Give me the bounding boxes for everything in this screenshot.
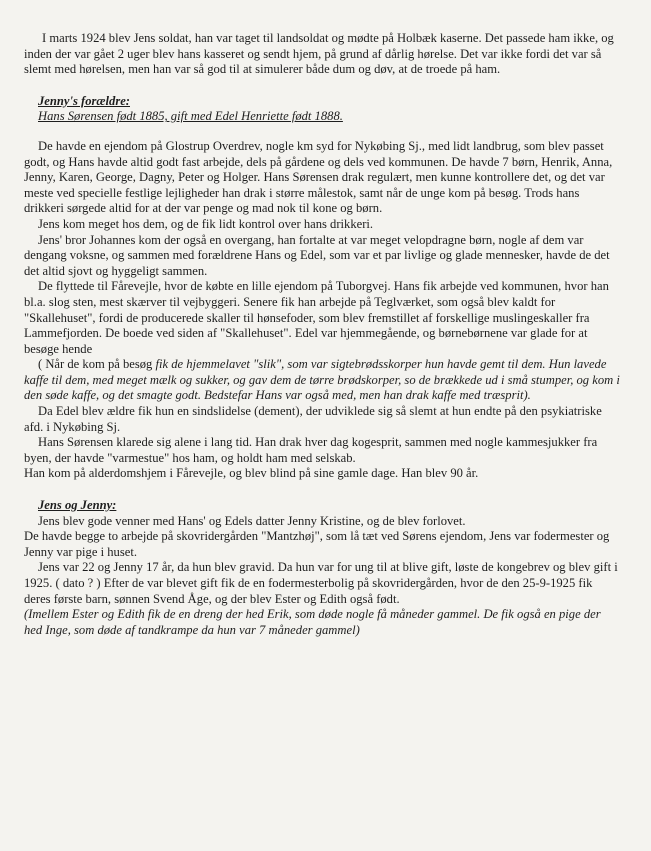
paragraph-dementia: Da Edel blev ældre fik hun en sindslidelse (dement), der udviklede sig så slemt at hun endte på den psykiatriske afd. i Nykøbing Sj. [24, 404, 602, 434]
paragraph-visit [24, 357, 621, 404]
paragraph-nursing-home: Han kom på alderdomshjem i Fårevejle, og blev blind på sine gamle dage. Han blev 90 år. [24, 466, 479, 481]
paragraph-farevejle: De flyttede til Fårevejle, hvor de købte en lille ejendom på Tuborgvej. Hans fik arbejde ved kommunen, hvor han bl.a. slog sten, mest skærver til vejbyggeri. Senere fik han arbejde på Teglværket, som også blev kaldt for "Skallehuset", fordi de producerede skaller til hønsefoder, som blev fremstillet af forskellige muslingeskaller fra Lammefjorden. De boede ved siden af "Skallehuset". Edel var hjemmegående, og børnebørnene var glade for at besøge hende [24, 279, 609, 356]
paragraph-control: Jens kom meget hos dem, og de fik lidt kontrol over hans drikkeri. [38, 216, 374, 231]
paragraph-alone: Hans Sørensen klarede sig alene i lang tid. Han drak hver dag kogesprit, sammen med nogle kammesjukker fra byen, der havde "varmestue" hos ham, og holdt ham med selskab. [24, 435, 598, 465]
section-heading-jens-jenny: Jens og Jenny: [38, 498, 117, 513]
paragraph-work: De havde begge to arbejde på skovridergården "Mantzhøj", som lå tæt ved Sørens ejendom, Jens var fodermester og Jenny var pige i huset. [24, 529, 610, 559]
paragraph-estate: De havde en ejendom på Glostrup Overdrev, nogle km syd for Nykøbing Sj., med lidt landbrug, som blev passet godt, og Hans havde altid godt fast arbejde, dels på gårdene og dels ved kommunen. De havde 7 børn, Henrik, Anna, Jenny, Karen, George, Dagny, Peter og Holger. Hans Sørensen drak regulært, men kunne kontrollere det, og det var meste ved specielle festlige lejligheder han drak i større målestok, samt når de unge kom på besøg. Trods hans drikkeri sørgede altid for at der var penge og mad nok til kone og børn. [24, 138, 613, 216]
visit-lead-text: ( Når de kom på besøg [38, 357, 156, 372]
visit-italic-text: fik de hjemmelavet "slik", som var sigtebrødsskorper hun havde gemt til dem. Hun lavede kaffe til dem, med meget mælk og sukker, og gav dem de tørre brødskorper, so de brækkede ud i små stumper, og kom i den søde kaffe, og det smagte godt. Bedstefar Hans var også med, men han drak kaffe med træsprit). [24, 357, 620, 403]
paragraph-johannes: Jens' bror Johannes kom der også en overgang, han fortalte at var meget velopdragne børn, nogle af dem var dengang voksne, og sammen med forældrene Hans og Edel, som var et par livlige og glade mennesker, havde de det det altid sjovt og hyggeligt sammen. [24, 232, 610, 278]
section-subheading-parents: Hans Sørensen født 1885, gift med Edel Henriette født 1888. [38, 109, 343, 124]
paragraph-engaged: Jens blev gode venner med Hans' og Edels datter Jenny Kristine, og de blev forlovet. [38, 513, 466, 528]
paragraph-soldier: I marts 1924 blev Jens soldat, han var taget til landsoldat og mødte på Holbæk kaserne. Det passede ham ikke, og inden der var gået 2 uger blev hans kasseret og sendt hjem, på grund af dårlig hørelse. Det var ikke fordi det var så slemt med hørelsen, men han var så god til at simulerer både dum og døv, at de troede på ham. [24, 31, 614, 77]
section-heading-parents: Jenny's forældre: [38, 93, 130, 108]
paragraph-marriage: Jens var 22 og Jenny 17 år, da hun blev gravid. Da hun var for ung til at blive gift, løste de kongebrev og blev gift i 1925. ( dato ? ) Efter de var blevet gift fik de en fodermesterbolig på skovridergården, hvor de den 25-9-1925 fik deres første barn, sønnen Svend Åge, og der blev Ester og Edith også født. [24, 560, 618, 606]
paragraph-children-note: (Imellem Ester og Edith fik de en dreng der hed Erik, som døde nogle få måneder gammel. De fik også en pige der hed Inge, som døde af tandkrampe da hun var 7 måneder gammel) [24, 607, 601, 637]
